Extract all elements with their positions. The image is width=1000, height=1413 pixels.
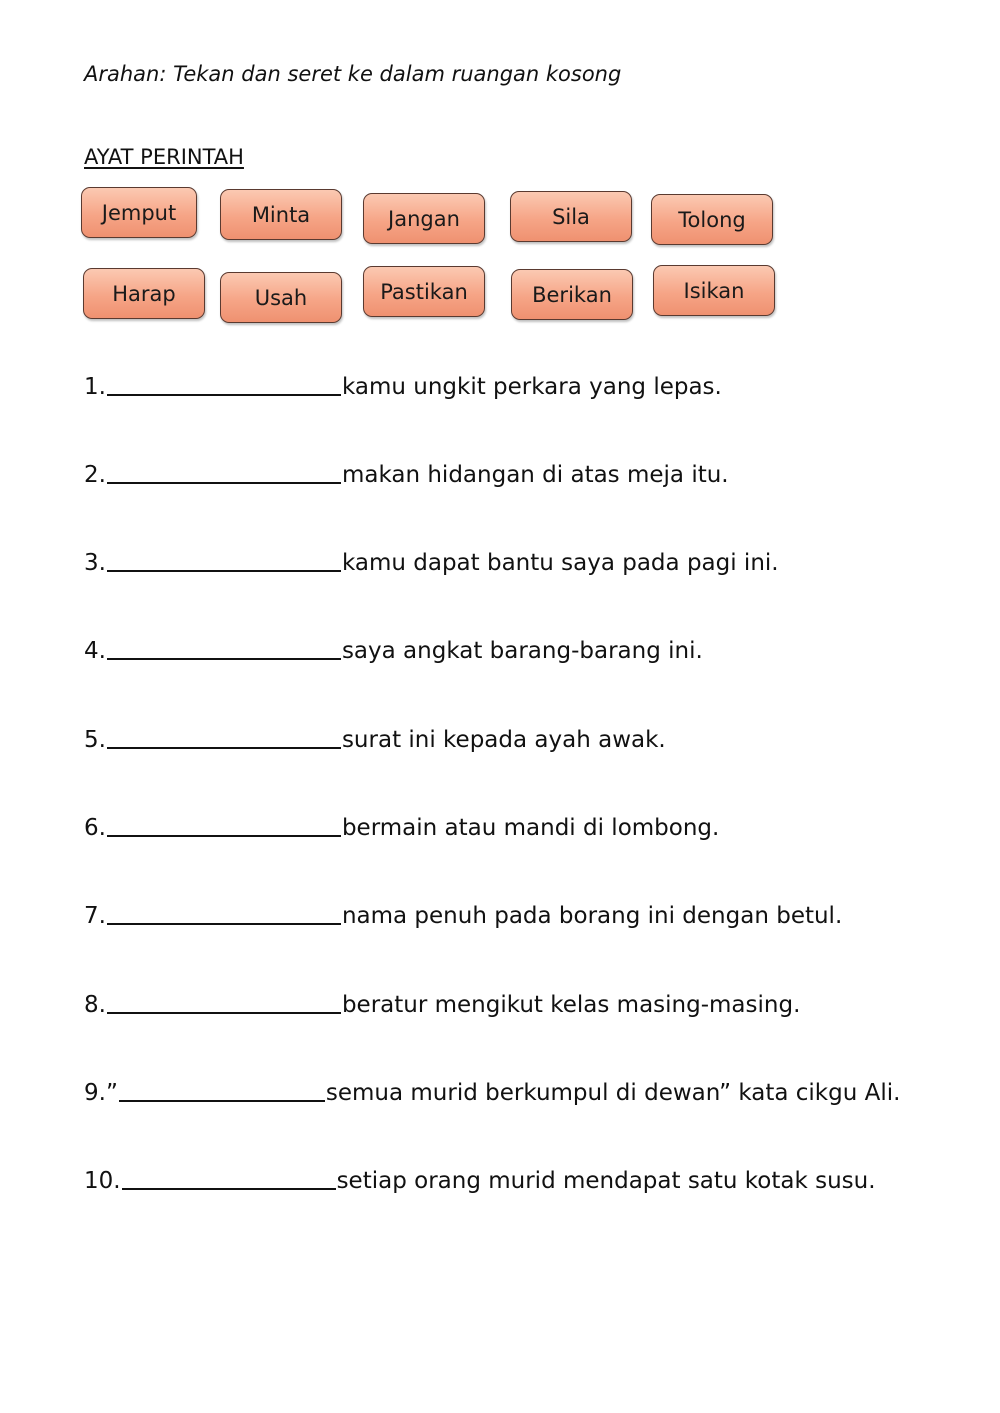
question-text: beratur mengikut kelas masing-masing. xyxy=(341,992,801,1018)
question-number: 3. xyxy=(84,550,106,576)
word-chip-harap[interactable]: Harap xyxy=(83,268,205,319)
question-text: nama penuh pada borang ini dengan betul. xyxy=(341,903,843,929)
question-5 xyxy=(84,725,666,753)
drop-blank[interactable] xyxy=(122,1168,336,1190)
question-text: setiap orang murid mendapat satu kotak susu. xyxy=(336,1168,876,1194)
question-number: 7. xyxy=(84,903,106,929)
question-text: makan hidangan di atas meja itu. xyxy=(341,462,729,488)
drop-blank[interactable] xyxy=(107,462,341,484)
question-number: 10. xyxy=(84,1168,121,1194)
word-chip-isikan[interactable]: Isikan xyxy=(653,265,775,316)
question-text: kamu ungkit perkara yang lepas. xyxy=(341,374,722,400)
question-number: 2. xyxy=(84,462,106,488)
drop-blank[interactable] xyxy=(107,992,341,1014)
drop-blank[interactable] xyxy=(107,815,341,837)
section-title: AYAT PERINTAH xyxy=(84,145,244,169)
word-chip-tolong[interactable]: Tolong xyxy=(651,194,773,245)
question-9 xyxy=(84,1078,900,1106)
question-number: 1. xyxy=(84,374,106,400)
word-chip-jangan[interactable]: Jangan xyxy=(363,193,485,244)
drop-blank[interactable] xyxy=(107,638,341,660)
question-1 xyxy=(84,372,722,400)
question-text: surat ini kepada ayah awak. xyxy=(341,727,666,753)
drop-blank[interactable] xyxy=(107,903,341,925)
word-chip-usah[interactable]: Usah xyxy=(220,272,342,323)
question-number: 8. xyxy=(84,992,106,1018)
word-chip-sila[interactable]: Sila xyxy=(510,191,632,242)
question-number: 9.” xyxy=(84,1080,118,1106)
question-number: 5. xyxy=(84,727,106,753)
word-chip-pastikan[interactable]: Pastikan xyxy=(363,266,485,317)
question-3 xyxy=(84,548,779,576)
question-4 xyxy=(84,636,703,664)
question-2 xyxy=(84,460,729,488)
question-number: 4. xyxy=(84,638,106,664)
instruction-text: Arahan: Tekan dan seret ke dalam ruangan kosong xyxy=(84,62,622,86)
word-chip-berikan[interactable]: Berikan xyxy=(511,269,633,320)
drop-blank[interactable] xyxy=(119,1080,325,1102)
drop-blank[interactable] xyxy=(107,374,341,396)
question-text: bermain atau mandi di lombong. xyxy=(341,815,720,841)
question-text: saya angkat barang-barang ini. xyxy=(341,638,703,664)
word-chip-minta[interactable]: Minta xyxy=(220,189,342,240)
question-7 xyxy=(84,901,842,929)
word-chip-jemput[interactable]: Jemput xyxy=(81,187,197,238)
drop-blank[interactable] xyxy=(107,550,341,572)
question-text: kamu dapat bantu saya pada pagi ini. xyxy=(341,550,779,576)
drop-blank[interactable] xyxy=(107,727,341,749)
question-text: semua murid berkumpul di dewan” kata cikgu Ali. xyxy=(325,1080,901,1106)
question-number: 6. xyxy=(84,815,106,841)
question-10 xyxy=(84,1166,876,1194)
question-6 xyxy=(84,813,719,841)
question-8 xyxy=(84,990,800,1018)
